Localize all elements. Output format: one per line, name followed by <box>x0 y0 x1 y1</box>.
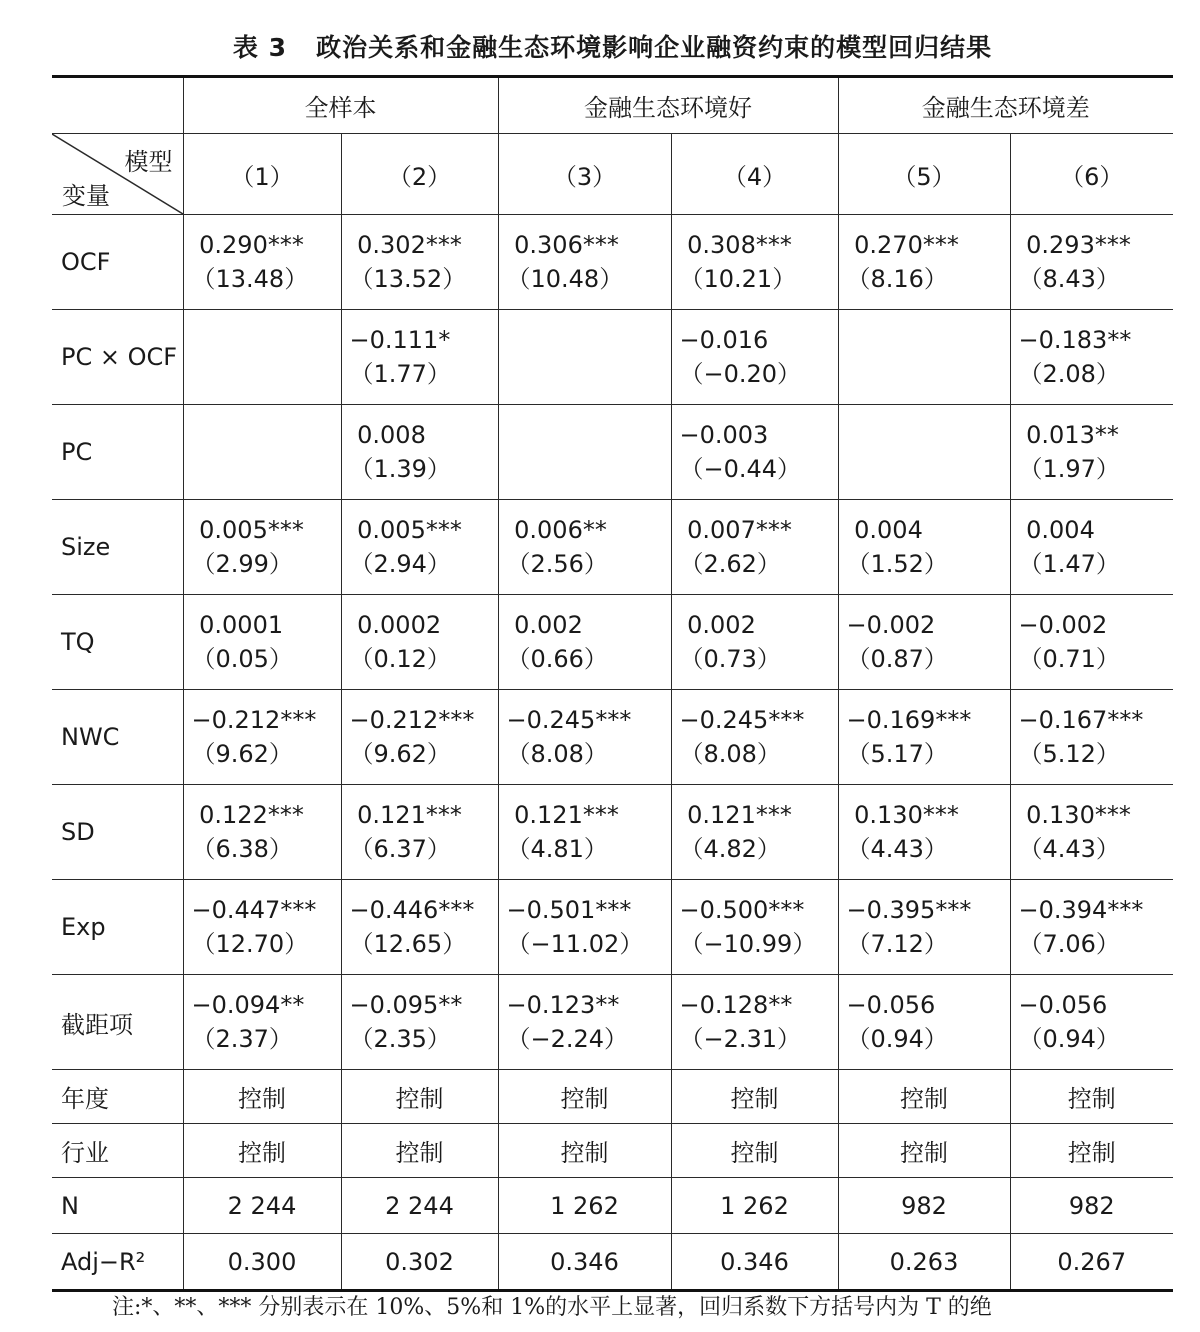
coefficient-block <box>499 988 671 1056</box>
statistic-label: N <box>52 1178 183 1234</box>
coefficient-cell <box>341 880 498 975</box>
coefficient-value: 0.006** <box>506 516 607 544</box>
t-statistic: （4.43） <box>846 835 948 863</box>
coefficient-cell <box>498 595 671 690</box>
coefficient-value: −0.169*** <box>846 706 972 734</box>
coefficient-value: 0.121*** <box>679 801 792 829</box>
group-header-row <box>52 77 1173 134</box>
diagonal-corner-cell <box>52 134 183 215</box>
coefficient-cell <box>183 690 341 785</box>
coefficient-block <box>839 703 1010 771</box>
t-statistic: （1.97） <box>1018 455 1120 483</box>
coefficient-block <box>184 228 341 296</box>
t-statistic: （9.62） <box>191 740 293 768</box>
coefficient-cell <box>183 880 341 975</box>
t-statistic: （8.16） <box>846 265 948 293</box>
coefficient-value: 0.121*** <box>349 801 462 829</box>
coefficient-block <box>342 703 498 771</box>
coefficient-value: −0.056 <box>1018 991 1108 1019</box>
control-value: 控制 <box>1010 1124 1173 1178</box>
coefficient-value: 0.002 <box>506 611 583 639</box>
coefficient-cell <box>183 595 341 690</box>
coefficient-cell <box>498 880 671 975</box>
coefficient-value: 0.0002 <box>349 611 442 639</box>
coefficient-cell <box>1010 595 1173 690</box>
t-statistic: （4.82） <box>679 835 781 863</box>
coefficient-cell <box>1010 215 1173 310</box>
t-statistic: （2.56） <box>506 550 608 578</box>
group-header: 全样本 <box>183 77 498 134</box>
coefficient-value: −0.128** <box>679 991 793 1019</box>
coefficient-value: 0.0001 <box>191 611 284 639</box>
coefficient-cell <box>498 690 671 785</box>
coefficient-cell <box>671 785 838 880</box>
coefficient-cell <box>671 595 838 690</box>
coefficient-block <box>499 798 671 866</box>
model-header-row <box>52 134 1173 215</box>
coefficient-value: −0.245*** <box>506 706 632 734</box>
coefficient-block <box>1011 228 1174 296</box>
coefficient-value: −0.500*** <box>679 896 805 924</box>
coefficient-cell <box>341 785 498 880</box>
coefficient-block <box>1011 893 1174 961</box>
coefficient-cell <box>671 405 838 500</box>
coefficient-block <box>499 608 671 676</box>
t-statistic: （2.08） <box>1018 360 1120 388</box>
coefficient-block <box>184 513 341 581</box>
coefficient-value: −0.183** <box>1018 326 1132 354</box>
t-statistic: （−2.24） <box>506 1025 629 1053</box>
coefficient-value: −0.003 <box>679 421 769 449</box>
coefficient-cell <box>341 310 498 405</box>
model-header: （5） <box>838 134 1010 215</box>
t-statistic: （8.08） <box>506 740 608 768</box>
table-title: 表 3 政治关系和金融生态环境影响企业融资约束的模型回归结果 <box>232 33 993 62</box>
t-statistic: （9.62） <box>349 740 451 768</box>
t-statistic: （4.43） <box>1018 835 1120 863</box>
t-statistic: （1.47） <box>1018 550 1120 578</box>
coefficient-cell <box>838 975 1010 1070</box>
t-statistic: （1.52） <box>846 550 948 578</box>
coefficient-block <box>1011 418 1174 486</box>
coefficient-block <box>342 418 498 486</box>
coefficient-value: 0.308*** <box>679 231 792 259</box>
model-header: （1） <box>183 134 341 215</box>
control-value: 控制 <box>838 1070 1010 1124</box>
coefficient-value: −0.002 <box>1018 611 1108 639</box>
t-statistic: （2.37） <box>191 1025 293 1053</box>
t-statistic: （0.94） <box>846 1025 948 1053</box>
coefficient-block <box>184 988 341 1056</box>
model-header: （3） <box>498 134 671 215</box>
t-statistic: （2.99） <box>191 550 293 578</box>
table-note: 注:*、**、*** 分别表示在 10%、5%和 1%的水平上显著，回归系数下方括号内为 T 的绝 <box>112 1295 992 1320</box>
coefficient-block <box>342 228 498 296</box>
coefficient-cell <box>498 215 671 310</box>
coefficient-cell <box>671 880 838 975</box>
coefficient-cell <box>671 500 838 595</box>
coefficient-cell <box>838 880 1010 975</box>
t-statistic: （0.66） <box>506 645 608 673</box>
coefficient-cell <box>498 500 671 595</box>
coefficient-value: 0.293*** <box>1018 231 1131 259</box>
coefficient-value: 0.005*** <box>191 516 304 544</box>
coefficient-cell <box>498 405 671 500</box>
empty-corner-cell <box>52 77 183 134</box>
variable-label: 截距项 <box>52 975 183 1070</box>
coefficient-value: 0.306*** <box>506 231 619 259</box>
coefficient-value: 0.007*** <box>679 516 792 544</box>
variable-label: PC <box>52 405 183 500</box>
t-statistic: （13.48） <box>191 265 309 293</box>
coefficient-cell <box>1010 500 1173 595</box>
coefficient-cell <box>183 975 341 1070</box>
variable-row <box>52 405 1173 500</box>
coefficient-value: −0.016 <box>679 326 769 354</box>
coefficient-block <box>1011 608 1174 676</box>
model-header: （2） <box>341 134 498 215</box>
t-statistic: （12.65） <box>349 930 467 958</box>
group-header: 金融生态环境差 <box>838 77 1173 134</box>
coefficient-block <box>1011 703 1174 771</box>
t-statistic: （10.21） <box>679 265 797 293</box>
control-row <box>52 1070 1173 1124</box>
coefficient-cell <box>341 405 498 500</box>
control-value: 控制 <box>183 1070 341 1124</box>
t-statistic: （6.37） <box>349 835 451 863</box>
control-value: 控制 <box>341 1070 498 1124</box>
control-value: 控制 <box>838 1124 1010 1178</box>
coefficient-block <box>184 798 341 866</box>
t-statistic: （5.12） <box>1018 740 1120 768</box>
coefficient-block <box>1011 513 1174 581</box>
coefficient-block <box>672 513 838 581</box>
coefficient-block <box>839 608 1010 676</box>
coefficient-block <box>672 798 838 866</box>
model-header: （4） <box>671 134 838 215</box>
coefficient-value: −0.167*** <box>1018 706 1144 734</box>
coefficient-cell <box>183 785 341 880</box>
t-statistic: （0.05） <box>191 645 293 673</box>
t-statistic: （−2.31） <box>679 1025 802 1053</box>
coefficient-block <box>342 798 498 866</box>
coefficient-value: 0.290*** <box>191 231 304 259</box>
coefficient-value: 0.008 <box>349 421 426 449</box>
coefficient-block <box>672 893 838 961</box>
control-value: 控制 <box>498 1070 671 1124</box>
coefficient-cell <box>498 310 671 405</box>
coefficient-value: −0.095** <box>349 991 463 1019</box>
control-label: 年度 <box>52 1070 183 1124</box>
control-value: 控制 <box>341 1124 498 1178</box>
variable-label: Size <box>52 500 183 595</box>
coefficient-block <box>672 988 838 1056</box>
coefficient-block <box>839 988 1010 1056</box>
variable-label: TQ <box>52 595 183 690</box>
control-row <box>52 1124 1173 1178</box>
statistic-value: 0.263 <box>838 1234 1010 1291</box>
control-label: 行业 <box>52 1124 183 1178</box>
coefficient-value: −0.002 <box>846 611 936 639</box>
variable-row <box>52 690 1173 785</box>
coefficient-cell <box>341 500 498 595</box>
t-statistic: （13.52） <box>349 265 467 293</box>
coefficient-block <box>499 893 671 961</box>
coefficient-block <box>1011 323 1174 391</box>
variable-label: OCF <box>52 215 183 310</box>
coefficient-cell <box>838 500 1010 595</box>
coefficient-block <box>499 703 671 771</box>
coefficient-block <box>184 608 341 676</box>
coefficient-cell <box>838 215 1010 310</box>
coefficient-block <box>499 228 671 296</box>
coefficient-block <box>672 228 838 296</box>
t-statistic: （−0.20） <box>679 360 802 388</box>
coefficient-value: 0.122*** <box>191 801 304 829</box>
control-value: 控制 <box>671 1124 838 1178</box>
coefficient-block <box>839 513 1010 581</box>
coefficient-value: −0.123** <box>506 991 620 1019</box>
t-statistic: （8.08） <box>679 740 781 768</box>
coefficient-cell <box>341 215 498 310</box>
coefficient-cell <box>183 215 341 310</box>
coefficient-cell <box>1010 785 1173 880</box>
coefficient-value: 0.121*** <box>506 801 619 829</box>
control-value: 控制 <box>183 1124 341 1178</box>
t-statistic: （0.71） <box>1018 645 1120 673</box>
coefficient-cell <box>1010 880 1173 975</box>
group-header: 金融生态环境好 <box>498 77 838 134</box>
coefficient-block <box>672 418 838 486</box>
t-statistic: （1.77） <box>349 360 451 388</box>
t-statistic: （7.12） <box>846 930 948 958</box>
coefficient-value: 0.130*** <box>846 801 959 829</box>
t-statistic: （7.06） <box>1018 930 1120 958</box>
t-statistic: （6.38） <box>191 835 293 863</box>
coefficient-value: −0.111* <box>349 326 451 354</box>
coefficient-cell <box>838 785 1010 880</box>
coefficient-block <box>1011 798 1174 866</box>
t-statistic: （12.70） <box>191 930 309 958</box>
coefficient-block <box>1011 988 1174 1056</box>
control-value: 控制 <box>498 1124 671 1178</box>
coefficient-cell <box>498 785 671 880</box>
statistic-value: 982 <box>838 1178 1010 1234</box>
coefficient-cell <box>838 405 1010 500</box>
control-value: 控制 <box>671 1070 838 1124</box>
coefficient-block <box>672 703 838 771</box>
coefficient-block <box>184 703 341 771</box>
coefficient-block <box>342 988 498 1056</box>
statistic-value: 0.346 <box>671 1234 838 1291</box>
coefficient-block <box>672 323 838 391</box>
variable-row <box>52 785 1173 880</box>
t-statistic: （0.94） <box>1018 1025 1120 1053</box>
coefficient-block <box>342 893 498 961</box>
t-statistic: （5.17） <box>846 740 948 768</box>
coefficient-value: −0.094** <box>191 991 305 1019</box>
coefficient-cell <box>1010 975 1173 1070</box>
t-statistic: （4.81） <box>506 835 608 863</box>
variable-label: NWC <box>52 690 183 785</box>
coefficient-block <box>839 798 1010 866</box>
coefficient-cell <box>838 310 1010 405</box>
t-statistic: （2.94） <box>349 550 451 578</box>
coefficient-cell <box>498 975 671 1070</box>
coefficient-cell <box>341 975 498 1070</box>
coefficient-cell <box>671 310 838 405</box>
coefficient-cell <box>671 975 838 1070</box>
t-statistic: （2.35） <box>349 1025 451 1053</box>
coefficient-block <box>342 608 498 676</box>
coefficient-value: 0.004 <box>846 516 923 544</box>
t-statistic: （8.43） <box>1018 265 1120 293</box>
t-statistic: （2.62） <box>679 550 781 578</box>
statistic-row <box>52 1178 1173 1234</box>
coefficient-cell <box>341 595 498 690</box>
statistic-value: 1 262 <box>671 1178 838 1234</box>
coefficient-value: −0.447*** <box>191 896 317 924</box>
corner-model-label: 模型 <box>124 148 173 176</box>
model-header: （6） <box>1010 134 1173 215</box>
coefficient-block <box>839 893 1010 961</box>
variable-row <box>52 500 1173 595</box>
coefficient-value: 0.005*** <box>349 516 462 544</box>
variable-row <box>52 880 1173 975</box>
coefficient-value: 0.002 <box>679 611 756 639</box>
t-statistic: （0.12） <box>349 645 451 673</box>
coefficient-cell <box>671 215 838 310</box>
coefficient-cell <box>838 595 1010 690</box>
variable-row <box>52 310 1173 405</box>
variable-label: SD <box>52 785 183 880</box>
coefficient-value: −0.501*** <box>506 896 632 924</box>
statistic-value: 2 244 <box>341 1178 498 1234</box>
coefficient-value: −0.446*** <box>349 896 475 924</box>
statistic-value: 0.300 <box>183 1234 341 1291</box>
statistic-value: 0.302 <box>341 1234 498 1291</box>
coefficient-value: 0.013** <box>1018 421 1119 449</box>
t-statistic: （−10.99） <box>679 930 817 958</box>
t-statistic: （0.87） <box>846 645 948 673</box>
coefficient-block <box>342 513 498 581</box>
coefficient-block <box>184 893 341 961</box>
t-statistic: （−0.44） <box>679 455 802 483</box>
control-value: 控制 <box>1010 1070 1173 1124</box>
t-statistic: （1.39） <box>349 455 451 483</box>
coefficient-block <box>839 228 1010 296</box>
statistic-value: 982 <box>1010 1178 1173 1234</box>
coefficient-block <box>342 323 498 391</box>
coefficient-cell <box>671 690 838 785</box>
variable-label: PC × OCF <box>52 310 183 405</box>
coefficient-block <box>499 513 671 581</box>
t-statistic: （0.73） <box>679 645 781 673</box>
coefficient-value: −0.395*** <box>846 896 972 924</box>
corner-variable-label: 变量 <box>62 182 110 210</box>
coefficient-cell <box>1010 405 1173 500</box>
coefficient-cell <box>1010 310 1173 405</box>
statistic-label: Adj−R² <box>52 1234 183 1291</box>
coefficient-block <box>672 608 838 676</box>
coefficient-value: −0.212*** <box>349 706 475 734</box>
statistic-value: 1 262 <box>498 1178 671 1234</box>
variable-label: Exp <box>52 880 183 975</box>
coefficient-cell <box>183 310 341 405</box>
coefficient-value: −0.212*** <box>191 706 317 734</box>
variable-row <box>52 595 1173 690</box>
coefficient-cell <box>341 690 498 785</box>
coefficient-value: 0.004 <box>1018 516 1095 544</box>
coefficient-value: −0.394*** <box>1018 896 1144 924</box>
coefficient-value: −0.245*** <box>679 706 805 734</box>
coefficient-cell <box>183 500 341 595</box>
regression-table <box>52 75 1173 1292</box>
coefficient-cell <box>838 690 1010 785</box>
t-statistic: （−11.02） <box>506 930 644 958</box>
variable-row <box>52 975 1173 1070</box>
coefficient-value: 0.130*** <box>1018 801 1131 829</box>
statistic-value: 0.267 <box>1010 1234 1173 1291</box>
coefficient-cell <box>183 405 341 500</box>
statistic-row <box>52 1234 1173 1291</box>
t-statistic: （10.48） <box>506 265 624 293</box>
coefficient-cell <box>1010 690 1173 785</box>
coefficient-value: 0.302*** <box>349 231 462 259</box>
statistic-value: 2 244 <box>183 1178 341 1234</box>
variable-row <box>52 215 1173 310</box>
statistic-value: 0.346 <box>498 1234 671 1291</box>
coefficient-value: 0.270*** <box>846 231 959 259</box>
coefficient-value: −0.056 <box>846 991 936 1019</box>
